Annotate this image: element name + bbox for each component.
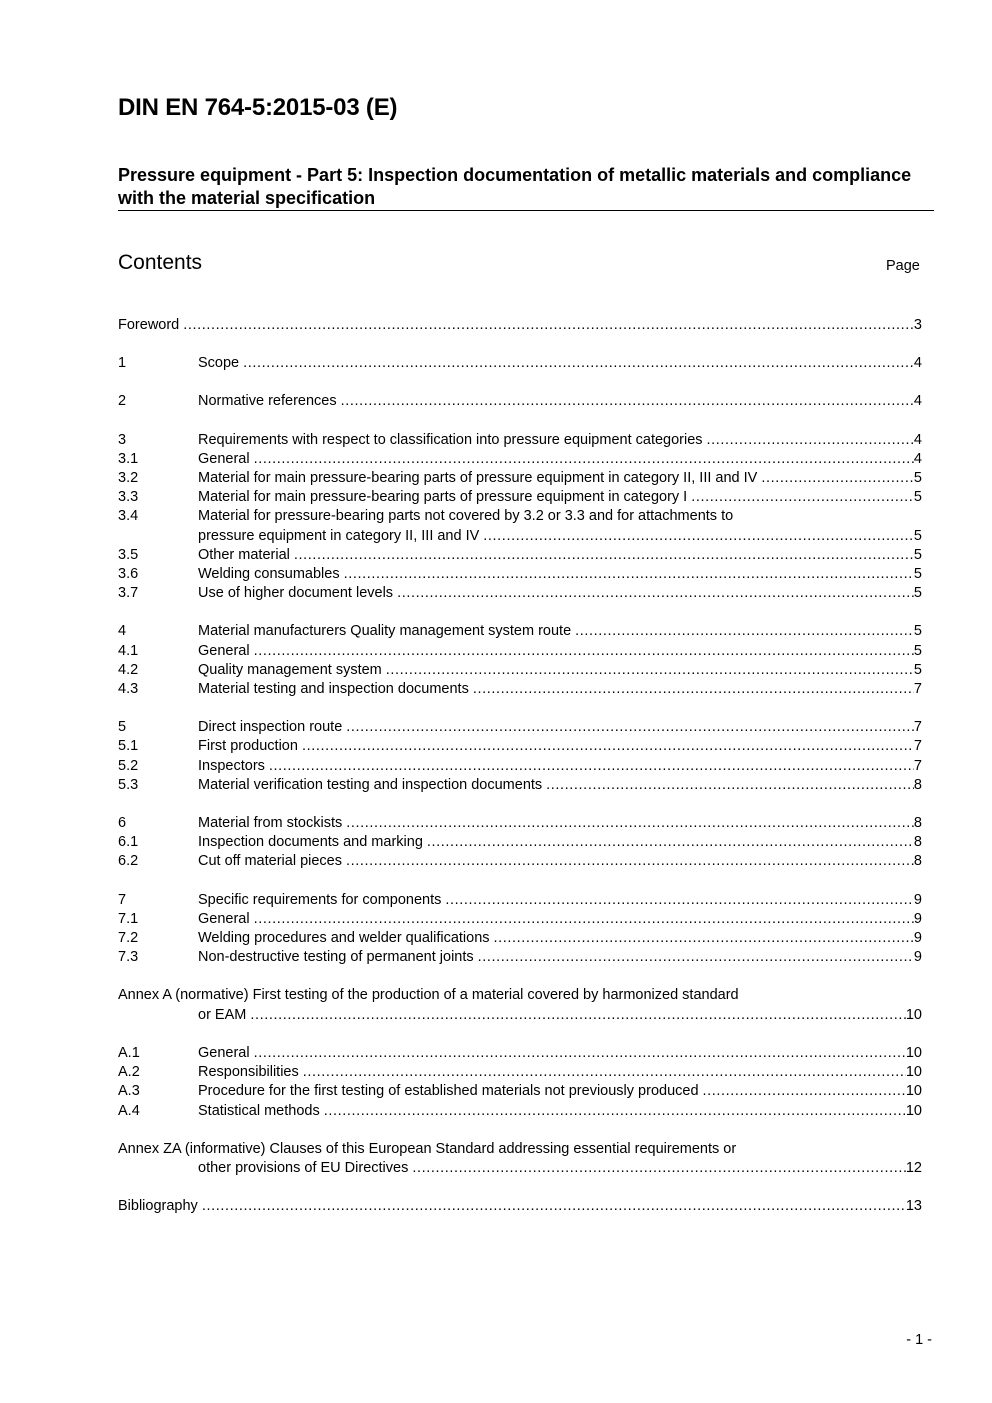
toc-entry-4-1[interactable]	[118, 642, 922, 661]
toc-entry-number: 3	[118, 431, 127, 448]
toc-leader-dots	[478, 948, 914, 967]
toc-entry-title: Material from stockists	[198, 815, 343, 832]
toc-entry-title: Procedure for the first testing of established materials not previously produced	[198, 1083, 699, 1100]
toc-group-foreword	[118, 316, 922, 335]
toc-entry-page: 10	[905, 1064, 922, 1081]
toc-entry-page: 9	[913, 949, 922, 966]
toc-entry-page: 9	[913, 930, 922, 947]
toc-entry-title-line2: other provisions of EU Directives	[198, 1159, 409, 1176]
toc-entry-title-line1: Annex A (normative) First testing of the production of a material covered by harmonized standard	[118, 987, 739, 1004]
toc-leader-dots	[427, 833, 914, 852]
toc-entry-title: First production	[198, 738, 298, 755]
toc-entry-number: 3.1	[118, 450, 139, 467]
toc-entry-title: Material verification testing and inspection documents	[198, 776, 543, 793]
toc-entry-title: Other material	[198, 546, 290, 563]
toc-entry-3[interactable]	[118, 431, 922, 450]
toc-leader-dots	[761, 469, 914, 488]
toc-entry-page: 7	[913, 681, 922, 698]
toc-entry-title: Material testing and inspection documents	[198, 681, 469, 698]
toc-entry-number: 3.2	[118, 470, 139, 487]
toc-leader-dots	[250, 1006, 906, 1025]
toc-entry-title: Statistical methods	[198, 1102, 320, 1119]
toc-entry-title: General	[198, 910, 250, 927]
toc-entry-4-3[interactable]	[118, 680, 922, 699]
toc-entry-5-2[interactable]	[118, 757, 922, 776]
page-column-heading: Page	[886, 258, 920, 274]
toc-leader-dots	[269, 757, 914, 776]
toc-leader-dots	[202, 1197, 906, 1216]
toc-leader-dots	[324, 1102, 906, 1121]
toc-entry-1[interactable]	[118, 354, 922, 373]
toc-entry-title: Requirements with respect to classification into pressure equipment categories	[198, 431, 703, 448]
toc-leader-dots	[483, 527, 914, 546]
toc-entry-number: 7	[118, 891, 127, 908]
toc-entry-a-2[interactable]	[118, 1063, 922, 1082]
toc-entry-page: 5	[913, 623, 922, 640]
toc-entry-title: Use of higher document levels	[198, 585, 394, 602]
toc-entry-title: Scope	[198, 355, 240, 372]
toc-entry-number: 6	[118, 815, 127, 832]
toc-entry-3-4[interactable]	[118, 507, 922, 545]
toc-entry-title: Welding procedures and welder qualifications	[198, 930, 490, 947]
toc-group-6	[118, 814, 922, 872]
toc-entry-number: 3.7	[118, 585, 139, 602]
toc-entry-title: General	[198, 642, 250, 659]
toc-leader-dots	[254, 642, 914, 661]
toc-entry-page: 5	[913, 527, 922, 544]
toc-entry-3-6[interactable]	[118, 565, 922, 584]
toc-group-3	[118, 431, 922, 604]
toc-entry-page: 4	[913, 393, 922, 410]
toc-entry-title: Bibliography	[118, 1198, 198, 1215]
toc-entry-page: 10	[905, 1044, 922, 1061]
toc-entry-number: 1	[118, 355, 127, 372]
toc-group-bibliography	[118, 1197, 922, 1216]
toc-leader-dots	[575, 622, 914, 641]
toc-group-2	[118, 392, 922, 411]
toc-entry-title-line2: pressure equipment in category II, III and IV	[198, 527, 480, 544]
toc-entry-5-1[interactable]	[118, 737, 922, 756]
toc-entry-number: A.4	[118, 1102, 140, 1119]
toc-entry-title-line1: Material for pressure-bearing parts not covered by 3.2 or 3.3 and for attachments to	[198, 508, 734, 525]
toc-entry-page: 10	[905, 1006, 922, 1023]
toc-entry-number: 4	[118, 623, 127, 640]
toc-leader-dots	[254, 910, 914, 929]
toc-leader-dots	[546, 776, 914, 795]
toc-entry-3-5[interactable]	[118, 546, 922, 565]
toc-leader-dots	[445, 891, 914, 910]
toc-leader-dots	[691, 488, 914, 507]
toc-entry-number: 7.1	[118, 910, 139, 927]
toc-entry-page: 4	[913, 431, 922, 448]
toc-leader-dots	[346, 718, 914, 737]
toc-group-annex-a	[118, 986, 922, 1024]
toc-entry-page: 7	[913, 719, 922, 736]
toc-leader-dots	[707, 431, 914, 450]
toc-entry-title: Material for main pressure-bearing parts of pressure equipment in category II, III and IV	[198, 470, 758, 487]
toc-group-annex-za	[118, 1140, 922, 1178]
toc-entry-number: 4.3	[118, 681, 139, 698]
toc-entry-6-1[interactable]	[118, 833, 922, 852]
toc-entry-6-2[interactable]	[118, 852, 922, 871]
toc-entry-number: 5	[118, 719, 127, 736]
toc-entry-6[interactable]	[118, 814, 922, 833]
toc-entry-title: Inspectors	[198, 757, 265, 774]
toc-entry-number: 4.2	[118, 661, 139, 678]
toc-leader-dots	[254, 450, 914, 469]
toc-entry-page: 5	[913, 546, 922, 563]
toc-entry-7-2[interactable]	[118, 929, 922, 948]
toc-entry-a-3[interactable]	[118, 1082, 922, 1101]
toc-entry-number: A.1	[118, 1044, 140, 1061]
toc-entry-title: Welding consumables	[198, 566, 340, 583]
toc-entry-title: Direct inspection route	[198, 719, 343, 736]
toc-entry-number: 4.1	[118, 642, 139, 659]
toc-entry-page: 10	[905, 1102, 922, 1119]
toc-group-1	[118, 354, 922, 373]
toc-leader-dots	[294, 546, 914, 565]
toc-entry-page: 5	[913, 642, 922, 659]
toc-entry-number: 5.2	[118, 757, 139, 774]
toc-entry-page: 5	[913, 661, 922, 678]
document-subtitle: Pressure equipment - Part 5: Inspection documentation of metallic materials and compliance with the material specification	[118, 165, 912, 208]
toc-leader-dots	[341, 392, 914, 411]
document-title: DIN EN 764-5:2015-03 (E)	[118, 94, 398, 121]
toc-entry-number: A.2	[118, 1064, 140, 1081]
toc-leader-dots	[386, 661, 914, 680]
toc-entry-7-3[interactable]	[118, 948, 922, 967]
toc-leader-dots	[703, 1082, 906, 1101]
toc-entry-page: 7	[913, 738, 922, 755]
toc-entry-title-line1: Annex ZA (informative) Clauses of this European Standard addressing essential requirements or	[118, 1140, 737, 1157]
toc-entry-title: Foreword	[118, 317, 180, 333]
toc-entry-title: Normative references	[198, 393, 337, 410]
toc-entry-3-2[interactable]	[118, 469, 922, 488]
toc-group-4	[118, 622, 922, 699]
toc-entry-annex-a[interactable]	[118, 986, 922, 1024]
toc-entry-title: Specific requirements for components	[198, 891, 442, 908]
toc-entry-page: 8	[913, 815, 922, 832]
toc-entry-page: 13	[905, 1198, 922, 1215]
toc-entry-page: 8	[913, 776, 922, 793]
toc-entry-number: 2	[118, 393, 127, 410]
toc-leader-dots	[243, 354, 914, 373]
toc-entry-title: Inspection documents and marking	[198, 834, 423, 851]
toc-entry-number: 5.3	[118, 776, 139, 793]
table-of-contents	[118, 316, 922, 1235]
toc-entry-page: 8	[913, 853, 922, 870]
toc-entry-4[interactable]	[118, 622, 922, 641]
toc-entry-page: 5	[913, 470, 922, 487]
toc-leader-dots	[254, 1044, 906, 1063]
toc-entry-page: 7	[913, 757, 922, 774]
toc-entry-3-7[interactable]	[118, 584, 922, 603]
toc-leader-dots	[494, 929, 914, 948]
toc-entry-number: A.3	[118, 1083, 140, 1100]
toc-entry-number: 5.1	[118, 738, 139, 755]
toc-leader-dots	[412, 1159, 906, 1178]
toc-entry-page: 12	[905, 1159, 922, 1176]
toc-leader-dots	[346, 852, 914, 871]
toc-entry-4-2[interactable]	[118, 661, 922, 680]
toc-entry-a-1[interactable]	[118, 1044, 922, 1063]
toc-entry-number: 3.5	[118, 546, 139, 563]
toc-entry-number: 6.1	[118, 834, 139, 851]
toc-group-5	[118, 718, 922, 795]
toc-entry-foreword[interactable]	[118, 316, 922, 335]
toc-entry-bibliography[interactable]	[118, 1197, 922, 1216]
footer-page-number: - 1 -	[906, 1332, 932, 1348]
toc-entry-page: 8	[913, 834, 922, 851]
toc-entry-title: General	[198, 450, 250, 467]
toc-entry-page: 4	[913, 355, 922, 372]
toc-entry-number: 3.4	[118, 508, 139, 525]
toc-entry-number: 7.3	[118, 949, 139, 966]
toc-entry-title-line2: or EAM	[198, 1006, 247, 1023]
toc-entry-number: 3.6	[118, 566, 139, 583]
toc-entry-page: 3	[913, 317, 922, 333]
toc-entry-page: 5	[913, 585, 922, 602]
toc-entry-3-1[interactable]	[118, 450, 922, 469]
toc-entry-number: 6.2	[118, 853, 139, 870]
toc-entry-title: Responsibilities	[198, 1064, 299, 1081]
toc-entry-7[interactable]	[118, 891, 922, 910]
toc-entry-title: Cut off material pieces	[198, 853, 342, 870]
toc-entry-number: 3.3	[118, 489, 139, 506]
toc-entry-2[interactable]	[118, 392, 922, 411]
toc-entry-title: Material for main pressure-bearing parts of pressure equipment in category I	[198, 489, 688, 506]
toc-leader-dots	[302, 737, 914, 756]
toc-leader-dots	[183, 316, 914, 335]
toc-entry-number: 7.2	[118, 930, 139, 947]
toc-entry-page: 4	[913, 450, 922, 467]
toc-entry-page: 10	[905, 1083, 922, 1100]
toc-entry-7-1[interactable]	[118, 910, 922, 929]
toc-entry-page: 9	[913, 910, 922, 927]
toc-leader-dots	[344, 565, 914, 584]
title-divider	[118, 210, 934, 211]
toc-entry-title: Quality management system	[198, 661, 382, 678]
toc-entry-a-4[interactable]	[118, 1102, 922, 1121]
toc-entry-page: 5	[913, 489, 922, 506]
toc-entry-3-3[interactable]	[118, 488, 922, 507]
toc-entry-title: Non-destructive testing of permanent joints	[198, 949, 474, 966]
toc-leader-dots	[346, 814, 914, 833]
toc-entry-page: 5	[913, 566, 922, 583]
toc-leader-dots	[303, 1063, 906, 1082]
toc-leader-dots	[397, 584, 914, 603]
toc-entry-annex-za[interactable]	[118, 1140, 922, 1178]
contents-heading: Contents	[118, 251, 203, 274]
toc-entry-5[interactable]	[118, 718, 922, 737]
toc-entry-title: General	[198, 1044, 250, 1061]
toc-entry-title: Material manufacturers Quality management system route	[198, 623, 572, 640]
toc-group-annex-a-sections	[118, 1044, 922, 1121]
toc-leader-dots	[473, 680, 914, 699]
toc-group-7	[118, 891, 922, 968]
toc-entry-page: 9	[913, 891, 922, 908]
toc-entry-5-3[interactable]	[118, 776, 922, 795]
